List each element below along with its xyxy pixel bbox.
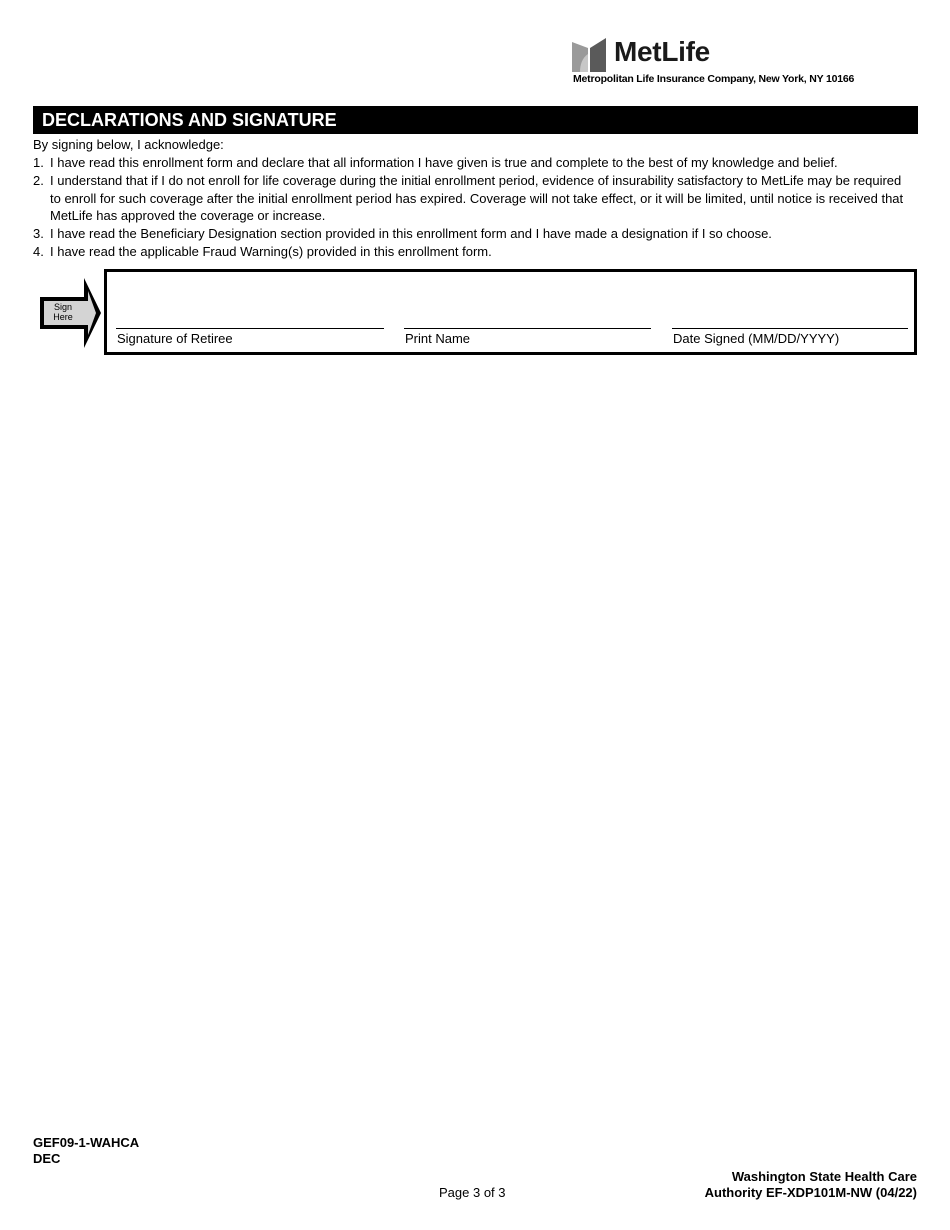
date-signed-field[interactable]: [672, 328, 908, 346]
item-text: I understand that if I do not enroll for life coverage during the initial enrollment period, evidence of insurability satisfactory to MetLife may be required to enroll for such coverage after the initial enrollment period has expired. Coverage will not take effect, or it will be limited, until notice is received that MetLife has approved the coverage or increase.: [50, 173, 904, 223]
metlife-logo-text: MetLife: [614, 36, 710, 67]
acknowledgement-item: [33, 225, 913, 243]
item-number: 4.: [33, 244, 44, 259]
acknowledgement-list: [33, 154, 913, 261]
form-code-line: DEC: [33, 1151, 61, 1166]
sign-here-label: [41, 302, 85, 322]
acknowledgement-intro: By signing below, I acknowledge:: [33, 137, 224, 152]
print-name-field[interactable]: [404, 328, 651, 346]
item-number: 3.: [33, 226, 44, 241]
date-signed-field-label: Date Signed (MM/DD/YYYY): [673, 331, 840, 346]
signature-field-label: Signature of Retiree: [117, 331, 233, 346]
metlife-logo-icon: [572, 38, 608, 72]
page-number: Page 3 of 3: [439, 1185, 506, 1200]
signature-field[interactable]: [116, 328, 384, 346]
form-code-line: GEF09-1-WAHCA: [33, 1135, 140, 1150]
item-text: I have read this enrollment form and declare that all information I have given is true and complete to the best of my knowledge and belief.: [50, 155, 838, 170]
item-number: 1.: [33, 155, 44, 170]
authority-line: Washington State Health Care: [731, 1169, 917, 1184]
acknowledgement-item: [33, 154, 913, 172]
sign-here-line: Here: [53, 312, 73, 322]
item-number: 2.: [33, 173, 44, 188]
print-name-field-label: Print Name: [405, 331, 471, 346]
company-address: Metropolitan Life Insurance Company, New York, NY 10166: [573, 73, 855, 85]
item-text: I have read the Beneficiary Designation section provided in this enrollment form and I have made a designation if I so choose.: [50, 226, 772, 241]
authority-code: [705, 1169, 917, 1201]
authority-line: Authority EF-XDP101M-NW (04/22): [704, 1185, 917, 1200]
form-code: [33, 1135, 139, 1167]
acknowledgement-item: [33, 172, 913, 225]
sign-here-line: Sign: [53, 302, 72, 312]
item-text: I have read the applicable Fraud Warning(s) provided in this enrollment form.: [50, 244, 492, 259]
acknowledgement-item: [33, 243, 913, 261]
section-title: DECLARATIONS AND SIGNATURE: [33, 106, 918, 134]
signature-box: [104, 269, 917, 355]
